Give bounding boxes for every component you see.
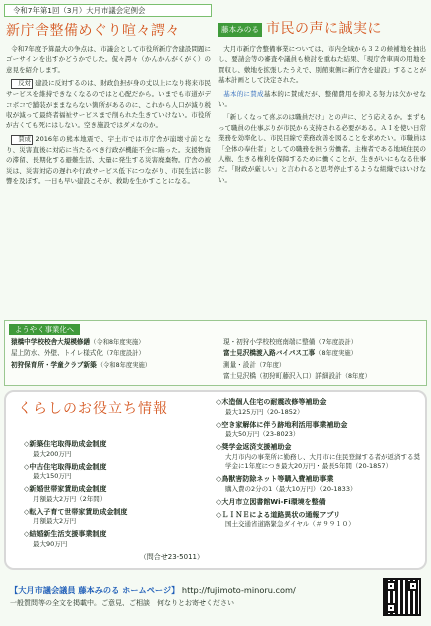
progress-item xyxy=(11,360,216,371)
progress-item xyxy=(223,360,423,371)
info-item xyxy=(216,398,421,417)
progress-item-text: 富士見沢橋渡入路バイパス工事 xyxy=(223,349,316,358)
progress-title: ようやく事業化へ xyxy=(9,324,80,335)
right-heading: 市民の声に誠実に xyxy=(266,21,382,37)
support-tag: 賛成 xyxy=(11,135,33,145)
progress-item-note: （7年度） xyxy=(255,361,286,369)
qr-marker-icon xyxy=(408,581,418,591)
right-column xyxy=(216,4,427,314)
progress-item-text: 初狩保育所・学童クラブ新築 xyxy=(11,360,97,369)
info-item-detail: 大月市内の事業所に勤務し、大月市に住民登録する者が返済する奨学金に1年度につき最大20万円・最長5年間（20-1857） xyxy=(225,452,420,470)
right-paragraph-1: 大月市新庁舎整備事業については、市内全域から３２の候補地を抽出し、要請会等の審査や議員も検討を重ねた結果、「現庁舎車両の用地を買収し、敷地を拡張したうえで、別館東側に新庁舎を建設」することが基本計画として決定された。 xyxy=(218,45,426,85)
info-item-detail: 購入費の2分の1（最大10万円）（20-1833） xyxy=(225,484,357,493)
progress-box xyxy=(4,320,427,386)
progress-left-list xyxy=(11,337,216,371)
info-item-title: ◇ＬＩＮＥによる道路異状の通報アプリ xyxy=(216,510,341,519)
progress-item xyxy=(223,371,423,382)
info-title: くらしのお役立ち情報 xyxy=(18,401,168,417)
footer-homepage-line xyxy=(10,584,296,596)
progress-item-text: 屋上防水、外壁、トイレ様式化 xyxy=(11,349,103,358)
newsletter-page xyxy=(4,4,427,622)
left-paragraph-3-text: 2016年の熊本地震で、宇土市では市庁舎が崩壊寸前となり、災害直後に対応に当たるべき行政が機能不全に陥った。支援物資の滞留、長期化する避難生活、大量に発生する災害廃棄物。庁舎の被災は、災害対応の遅れや行政サービス低下につながり、市民生活に影響を及ぼす。一日も早い建設こそが、救助を生かすことになる。 xyxy=(6,134,211,186)
info-item-detail: 最大90万円 xyxy=(33,539,68,548)
homepage-url[interactable]: http://fujimoto-minoru.com/ xyxy=(181,585,296,595)
info-item xyxy=(24,440,214,459)
highlight-text: 基本的に賛成 xyxy=(223,89,264,98)
left-paragraph-1: 令和7年度予算最大の争点は、市議会として市役所新庁舎建設問題にゴーサインを出すかどうかでした。侃々諤々（かんかんがくがく）の意見を紹介します。 xyxy=(6,45,211,74)
progress-item xyxy=(223,348,423,359)
info-item-title: ◇木造個人住宅の耐震改修等補助金 xyxy=(216,398,327,406)
info-item-title: ◇中古住宅取得助成金制度 xyxy=(24,462,107,471)
progress-item-note: （8年度実施） xyxy=(315,350,357,358)
progress-item-note: （7年度設計） xyxy=(315,339,358,346)
right-paragraph-3: 「新しくなって喜ぶのは職員だけ」との声に、どう応えるか。まずもって職員の仕事ぶりが市民から支持される必要がある。ＡＩを使い日常業務を効率化し、市民目線で業務改善を図ることを求めたい。市職員は「全体の奉仕者」としての職務を担う労働者。主権者である地域住民の人権、生きる権利を保障するために働くことが、生きがいにもなる仕事だ。「財政が厳しい」と言われると思考停止するような組織ではいけない。 xyxy=(218,113,426,184)
info-item-detail: 最大200万円 xyxy=(33,449,72,458)
info-item-detail: 月額最大2万円 xyxy=(33,517,77,525)
left-heading: 新庁舎整備めぐり喧々諤々 xyxy=(6,23,180,39)
left-paragraph-2-text: 建設に反対するのは、財政負担が身の丈以上になり将来市民サービスを維持できなくなるのではと心配だから。いまでも市道がデコボコで舗装がままならない箇所があるのに、これから人口が減り税収が減って最終者福祉サービスまで削られた生きていけない。市役所が古くても死にはしない。空き施設ではダメなのか。 xyxy=(6,79,211,130)
progress-item-text: 現・初狩小学校校庭南端に整備 xyxy=(223,338,316,346)
progress-item-text: 富士見沢橋（初狩町藤沢入口）詳細設計 xyxy=(223,372,342,381)
progress-item xyxy=(11,348,216,359)
author-tag: 藤本みのる xyxy=(218,23,262,37)
info-item-title: ◇鳥獣害防除ネット等購入費補助事業 xyxy=(216,475,334,483)
left-column xyxy=(4,4,212,314)
info-item xyxy=(24,530,214,549)
qr-code-icon xyxy=(383,578,421,616)
progress-item xyxy=(223,337,423,348)
progress-item-note: （令和8年度実施） xyxy=(90,339,145,346)
qr-marker-icon xyxy=(386,581,396,591)
info-item-title: ◇結婚新生活支援事業制度 xyxy=(24,530,107,538)
info-item-detail: 月額最大2万円（2年間） xyxy=(33,494,107,503)
info-item xyxy=(24,508,214,527)
info-item xyxy=(24,485,214,504)
info-item-title: ◇新婚世帯家賃助成金制度 xyxy=(24,485,107,493)
oppose-tag: 反対 xyxy=(11,79,33,89)
info-item xyxy=(216,475,421,494)
contact-note: （問合せ23-5011） xyxy=(139,552,204,561)
progress-item-note: （7年度設計） xyxy=(102,350,145,358)
info-item-title: ◇大月市立図書館Wi-Fi環境を整備 xyxy=(216,497,326,506)
progress-item-note: （8年度） xyxy=(341,373,371,381)
homepage-label: 【大月市議会議員 藤本みのる ホームページ】 xyxy=(10,585,180,595)
info-left-list xyxy=(24,440,214,562)
progress-item xyxy=(11,337,216,348)
footer-message: 一般質問等の全文を掲載中。ご意見、ご相談 何なりとお寄せください xyxy=(10,599,234,607)
qr-marker-icon xyxy=(386,603,396,613)
info-item-title: ◇空き家解体に伴う跡地利活用事業補助金 xyxy=(216,420,348,429)
left-paragraph-2 xyxy=(6,78,211,131)
info-box xyxy=(4,390,427,570)
info-item-title: ◇奨学金返済支援補助金 xyxy=(216,443,292,451)
progress-item-text: 猿橋中学校校舎大規模修繕 xyxy=(11,338,91,346)
left-body xyxy=(6,44,211,189)
info-item-detail: 国土交通省道路緊急ダイヤル（＃９９１０） xyxy=(225,520,355,528)
info-item xyxy=(216,421,421,440)
left-paragraph-3 xyxy=(6,134,211,187)
progress-item-note: （令和8年度実施） xyxy=(96,361,152,369)
info-item-detail: 最大50万円（23-8023） xyxy=(225,430,300,438)
right-body xyxy=(218,44,426,188)
progress-right-list xyxy=(223,337,423,383)
info-item xyxy=(216,511,421,530)
info-item xyxy=(216,443,421,472)
info-item-detail: 最大125万円（20-1852） xyxy=(225,407,304,416)
info-item-title: ◇転入子育て世帯家賃助成金制度 xyxy=(24,507,128,516)
info-right-list xyxy=(216,398,421,533)
right-paragraph-2-text: 基本的に賛成だが、整備費用を抑える努力は欠かせない。 xyxy=(218,89,427,109)
info-item xyxy=(24,463,214,482)
info-item-detail: 最大150万円 xyxy=(33,472,72,480)
issue-label: 令和7年第1回（3月）大月市議会定例会 xyxy=(4,4,212,17)
right-paragraph-2 xyxy=(218,89,426,110)
info-item xyxy=(216,498,421,508)
footer xyxy=(4,574,427,622)
progress-item-text: 測量・設計 xyxy=(223,360,256,369)
info-item-title: ◇新築住宅取得助成金制度 xyxy=(24,440,107,448)
